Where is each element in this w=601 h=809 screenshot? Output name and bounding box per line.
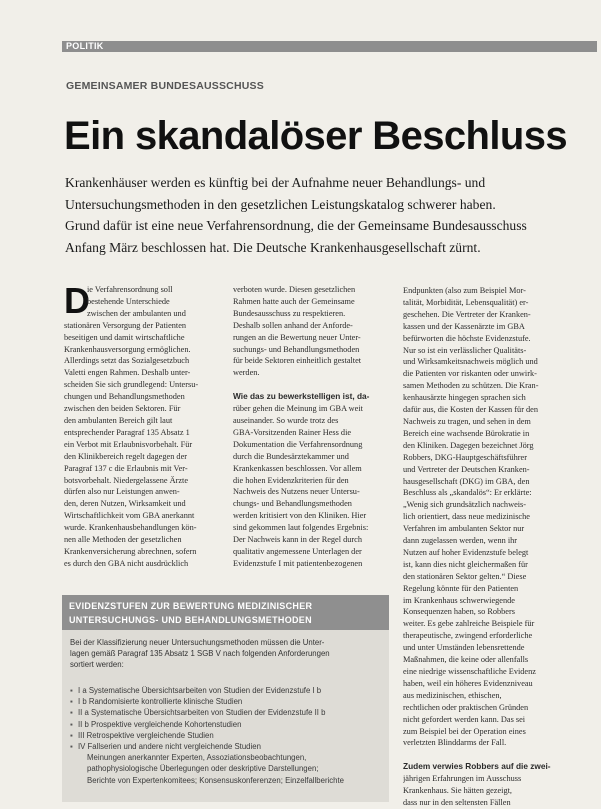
text-line: im Krankenhaus schwerwiegende [403,595,515,605]
text-line: kenhausärzte hingegen sprachen sich [403,393,526,403]
text-line: den Klinikbereich regelt dagegen der [64,451,188,461]
text-line: aus medizinischen, ethischen, [403,690,502,700]
text-line: Wie das zu bewerkstelligen ist, da- [233,391,370,402]
text-line: verboten wurde. Diesen gesetzlichen [233,285,356,294]
text-line: Nur so ist ein verlässlicher Qualitäts- [403,345,527,355]
text-line: dann zugelassen werden, wenn ihr [403,536,518,546]
text-line: dafür aus, die Kosten der Kassen für den [403,405,539,415]
text-line: zwischen den beiden Sektoren. Für [64,404,181,414]
evidence-level-item: ▪ IV Fallserien und andere nicht vergleichende Studien [70,741,385,752]
lead-line: Grund dafür ist eine neue Verfahrensordnung, die der Gemeinsame Bundesausschuss [65,218,527,233]
text-line: den stationären Sektor gelten.“ Diese [403,571,527,581]
text-line: Krankenversicherung abrechnen, sofern [64,546,197,556]
text-line: eine niedrige wissenschaftliche Evidenz [403,667,536,676]
text-line: Valetti engen Rahmen. Deshalb unter- [64,368,191,378]
text-line: Bundesausschuss zu respektieren. [233,308,346,318]
lead-paragraph [65,172,570,258]
section-bar [62,41,597,52]
text-line: verletzten Blinddarms der Fall. [403,738,507,748]
text-line: hausgesellschaft (DKG) im GBA, den [403,476,530,486]
text-line: Paragraf 137 c die Erlaubnis mit Ver- [64,463,188,473]
text-line: Verfahren im ambulanten Sektor nur [403,524,525,534]
evidence-level-item: Berichte von Expertenkomitees; Konsensuskonferenzen; Einzelfallberichte [87,775,345,785]
infobox-intro-line: lagen gemäß Paragraf 135 Absatz 1 SGB V nach folgenden Anforderungen [70,649,330,658]
text-line: chungen und Behandlungsmethoden [64,392,185,402]
text-line: rüber gehen die Meinung im GBA weit [233,404,363,414]
evidence-level-item: ▪ II a Systematische Übersichtsarbeiten von Studien der Evidenzstufe II b [70,707,385,718]
text-line: therapeutische, zwingend erforderliche [403,631,533,641]
article-column-1 [64,280,224,570]
lead-line: Untersuchungsmethoden in den gesetzlichen Leistungskatalog schwerer haben. [65,196,496,212]
text-line: rungen an die Bewertung neuer Unter- [233,332,361,342]
text-line [403,749,566,761]
text-line: ist, kann dies nicht gleichermaßen für [403,559,528,569]
text-line: stationären Versorgung der Patienten [64,320,187,330]
evidence-level-item: pathophysiologische Überlegungen oder deskriptive Darstellungen; [87,764,319,774]
text-line: Krankenkassen beschlossen. Vor allem [233,463,362,473]
evidence-level-item: ▪ II b Prospektive vergleichende Kohortenstudien [70,719,385,730]
text-line: Allerdings setzt das Sozialgesetzbuch [64,356,190,366]
drop-cap: D [64,280,90,321]
text-line: Krankenhausversorgung ermöglichen. [64,344,191,354]
text-line: zum Beispiel bei der Operation eines [403,726,526,736]
text-line: Regelung könnte für den Patienten [403,583,519,593]
evidence-level-item: ▪ I a Systematische Übersichtsarbeiten von Studien der Evidenzstufe I b [70,685,385,696]
text-line: samen Methoden zu schützen. Die Kran- [403,381,539,391]
text-line: bestehende Unterschiede [87,296,170,306]
text-line: lich orientiert, dass neue medizinische [403,512,530,522]
text-line: suchungs- und Behandlungsmethoden [233,344,360,354]
text-line: auseinander. So wurde trotz des [233,415,339,425]
evidence-level-item: ▪ I b Randomisierte kontrollierte klinische Studien [70,696,385,707]
text-line: befürworten die höchste Evidenzstufe. [403,333,531,343]
text-line: nen alle Methoden der gesetzlichen [64,535,182,545]
text-line: Rahmen hatte auch der Gemeinsame [233,296,355,306]
infobox-title-line: EVIDENZSTUFEN ZUR BEWERTUNG MEDIZINISCHER [69,601,313,611]
text-line: „Wenig sich grundsätzlich nachweis- [403,500,527,510]
text-line: werden. [233,368,260,378]
text-line: Konsequenzen haben, so Robbers [403,607,515,617]
kicker: GEMEINSAMER BUNDESAUSSCHUSS [66,80,264,92]
text-line: werden kritisiert von den Kliniken. Hier [233,511,367,521]
text-line: die hohen Evidenzkriterien für den [233,475,349,485]
text-line: den ambulanten Bereich gilt laut [64,415,173,425]
text-line: Evidenzstufe I mit patientenbezogenen [233,558,363,568]
infobox-title [62,595,389,630]
text-line: botsvorbehalt. Niedergelassene Ärzte [64,475,189,485]
text-line: beseitigen und damit wirtschaftliche [64,332,185,342]
text-line: dass nur in den seltensten Fällen [403,797,511,807]
text-line: die Patienten vor riskanten oder unwirk- [403,369,537,379]
infobox-intro-line: Bei der Klassifizierung neuer Untersuchungsmethoden müssen die Unter- [70,638,325,647]
text-line: Dokumentation die Verfahrensordnung [233,439,363,449]
text-line: jährigen Erfahrungen im Ausschuss [403,774,522,784]
text-line: den, deren Nutzen, Wirksamkeit und [64,499,186,509]
text-line: Nachweis des Nutzens neuer Untersu- [233,487,360,497]
text-line: sind gekommen laut folgendes Ergebnis: [233,523,369,533]
text-line: wurde. Krankenhausbehandlungen kön- [64,523,197,533]
article-column-2 [233,284,393,570]
text-line: Zudem verwies Robbers auf die zwei- [403,761,551,772]
section-label: POLITIK [66,41,104,51]
text-line: rechtlichen oder praktischen Gründen [403,702,529,712]
text-line: Endpunkten (also zum Beispiel Mor- [403,286,526,295]
infobox-intro [70,637,385,670]
text-line: Wirtschaftlichkeit vom GBA anerkannt [64,511,195,521]
lead-line: Krankenhäuser werden es künftig bei der Aufnahme neuer Behandlungs- und [65,175,486,190]
text-line: Nachweis zu tragen, und sehen in dem [403,416,531,426]
text-line: qualitativ angemessene Unterlagen der [233,546,362,556]
evidence-level-item: Meinungen anerkannter Experten, Assoziationsbeobachtungen, [87,753,307,763]
text-line: GBA-Vorsitzenden Rainer Hess die [233,427,352,437]
text-line: nicht gefordert werden kann. Das sei [403,714,526,724]
text-line: ie Verfahrensordnung soll [87,285,173,294]
text-line: und unter Umständen lebensrettende [403,643,525,653]
text-line: Beschluss als „skandalös“: Er erklärte: [403,488,532,498]
text-line: Bereich eine wachsende Bürokratie in [403,428,530,438]
text-line: ein Verbot mit Erlaubnisvorbehalt. Für [64,439,193,449]
headline: Ein skandalöser Beschluss [64,114,568,158]
text-line: für beide Sektoren einheitlich gestaltet [233,356,362,366]
article-column-3 [403,285,566,809]
text-line: scheiden Sie sich grundlegend: Untersu- [64,380,199,390]
text-line: Maßnahmen, die keine oder allenfalls [403,655,529,665]
infobox-title-line: UNTERSUCHUNGS- UND BEHANDLUNGSMETHODEN [69,615,312,625]
text-line: Deshalb sollen anhand der Anforde- [233,320,353,330]
evidence-level-item: ▪ III Retrospektive vergleichende Studien [70,730,385,741]
text-line [233,379,393,391]
text-line: kassen und der Kassenärzte im GBA [403,321,525,331]
text-line: den Kliniken. Dagegen bezeichnet Jörg [403,440,534,450]
text-line: geschehen. Die Vertreter der Kranken- [403,309,531,319]
text-line: es durch den GBA nicht ausdrücklich [64,558,189,568]
evidence-levels-box [62,595,389,802]
infobox-intro-line: sortiert werden: [70,660,124,669]
text-line: entsprechender Paragraf 135 Absatz 1 [64,427,190,437]
text-line: Robbers, DKG-Hauptgeschäftsführer [403,452,527,462]
text-line: Der Nachweis kann in der Regel durch [233,535,363,545]
text-line: haben, weil ein höheres Evidenzniveau [403,678,533,688]
text-line: und Wirksamkeitsnachweis möglich und [403,357,538,367]
text-line: zwischen der ambulanten und [87,308,186,318]
lead-line: Anfang März beschlossen hat. Die Deutsche Krankenhausgesellschaft zürnt. [65,239,481,255]
text-line: Krankenhaus. Sie hätten gezeigt, [403,786,512,796]
evidence-level-list [70,685,385,786]
text-line: talität, Morbidität, Lebensqualität) er- [403,297,529,307]
text-line: Nutzen auf hoher Evidenzstufe belegt [403,547,529,557]
text-line: durch die Bundesärztekammer und [233,451,349,461]
text-line: chungs- und Behandlungsmethoden [233,499,352,509]
text-line: weiter. Es gebe zahlreiche Beispiele für [403,619,535,629]
text-line: dürfen also nur Leistungen anwen- [64,487,180,497]
text-line: und Vertreter der Deutschen Kranken- [403,464,530,474]
